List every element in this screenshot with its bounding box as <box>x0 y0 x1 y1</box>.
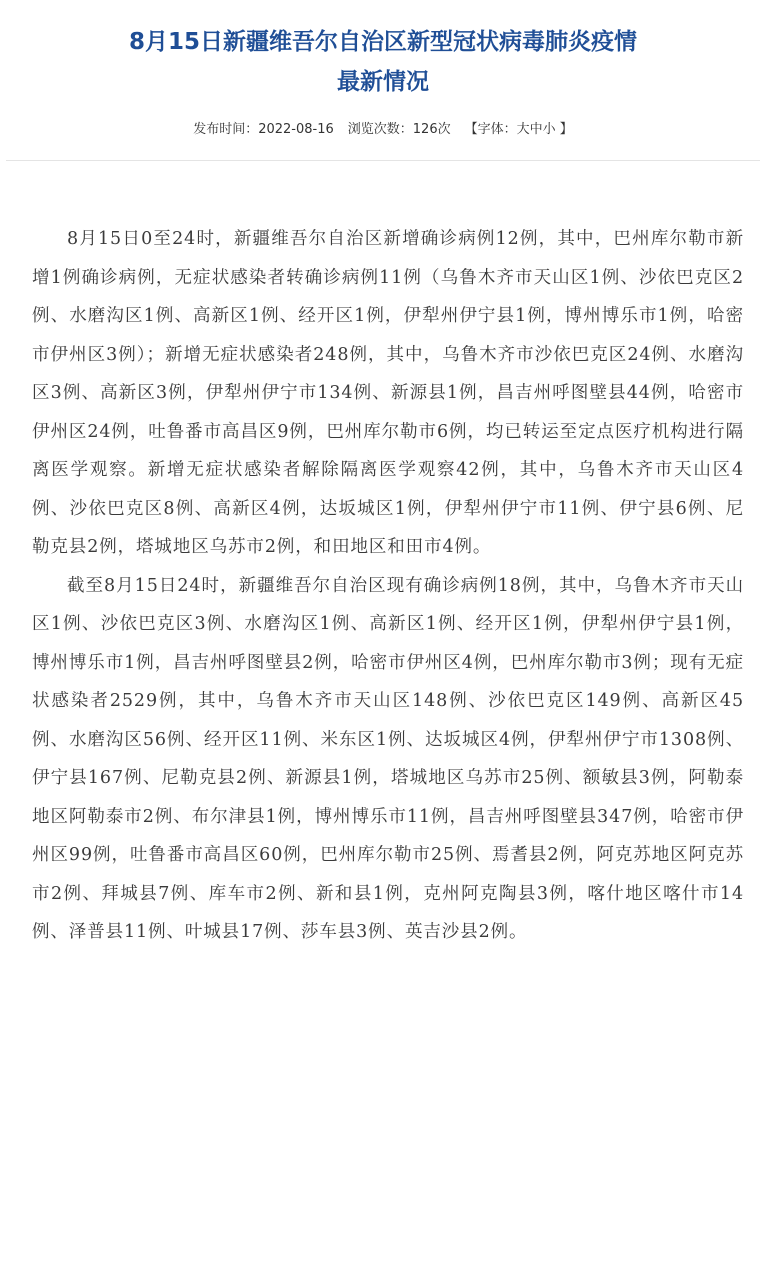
article-title <box>0 0 766 102</box>
article-meta <box>0 120 766 140</box>
header-divider <box>6 160 760 161</box>
article-paragraph-2: 截至8月15日24时，新疆维吾尔自治区现有确诊病例18例，其中，乌鲁木齐市天山区1例、沙依巴克区3例、水磨沟区1例、高新区1例、经开区1例，伊犁州伊宁县1例，博州博乐市1例，昌吉州呼图壁县2例，哈密市伊州区4例，巴州库尔勒市3例；现有无症状感染者2529例，其中，乌鲁木齐市天山区148例、沙依巴克区149例、高新区45例、水磨沟区56例、经开区11例、米东区1例、达坂城区4例，伊犁州伊宁市1308例、伊宁县167例、尼勒克县2例、新源县1例，塔城地区乌苏市25例、额敏县3例，阿勒泰地区阿勒泰市2例、布尔津县1例，博州博乐市11例，昌吉州呼图壁县347例，哈密市伊州区99例，吐鲁番市高昌区60例，巴州库尔勒市25例、焉耆县2例，阿克苏地区阿克苏市2例、拜城县7例、库车市2例、新和县1例，克州阿克陶县3例，喀什地区喀什市14例、泽普县11例、叶城县17例、莎车县3例、英吉沙县2例。 <box>32 575 744 942</box>
font-size-small-link[interactable]: 小 <box>542 122 556 137</box>
font-size-switch <box>465 122 573 137</box>
article-title-line-2: 最新情况 <box>337 69 429 95</box>
article-title-line-1: 8月15日新疆维吾尔自治区新型冠状病毒肺炎疫情 <box>128 29 637 55</box>
publish-label: 发布时间： <box>193 122 259 137</box>
font-size-medium-link[interactable]: 中 <box>529 122 543 137</box>
article-paragraph-1: 8月15日0至24时，新疆维吾尔自治区新增确诊病例12例，其中，巴州库尔勒市新增1例确诊病例，无症状感染者转确诊病例11例（乌鲁木齐市天山区1例、沙依巴克区2例、水磨沟区1例、高新区1例、经开区1例，伊犁州伊宁县1例，博州博乐市1例，哈密市伊州区3例）；新增无症状感染者248例，其中，乌鲁木齐市沙依巴克区24例、水磨沟区3例、高新区3例，伊犁州伊宁市134例、新源县1例，昌吉州呼图壁县44例，哈密市伊州区24例，吐鲁番市高昌区9例，巴州库尔勒市6例，均已转运至定点医疗机构进行隔离医学观察。新增无症状感染者解除隔离医学观察42例，其中，乌鲁木齐市天山区4例、沙依巴克区8例、高新区4例，达坂城区1例，伊犁州伊宁市11例、伊宁县6例、尼勒克县2例，塔城地区乌苏市2例，和田地区和田市4例。 <box>32 229 744 557</box>
font-size-large-link[interactable]: 大 <box>516 122 530 137</box>
publish-date: 2022-08-16 <box>258 122 334 137</box>
font-switch-prefix: 【字体： <box>464 122 517 137</box>
views-count: 126次 <box>412 122 451 137</box>
article-body <box>32 220 744 952</box>
font-switch-suffix: 】 <box>555 122 573 137</box>
views-label: 浏览次数： <box>347 122 413 137</box>
